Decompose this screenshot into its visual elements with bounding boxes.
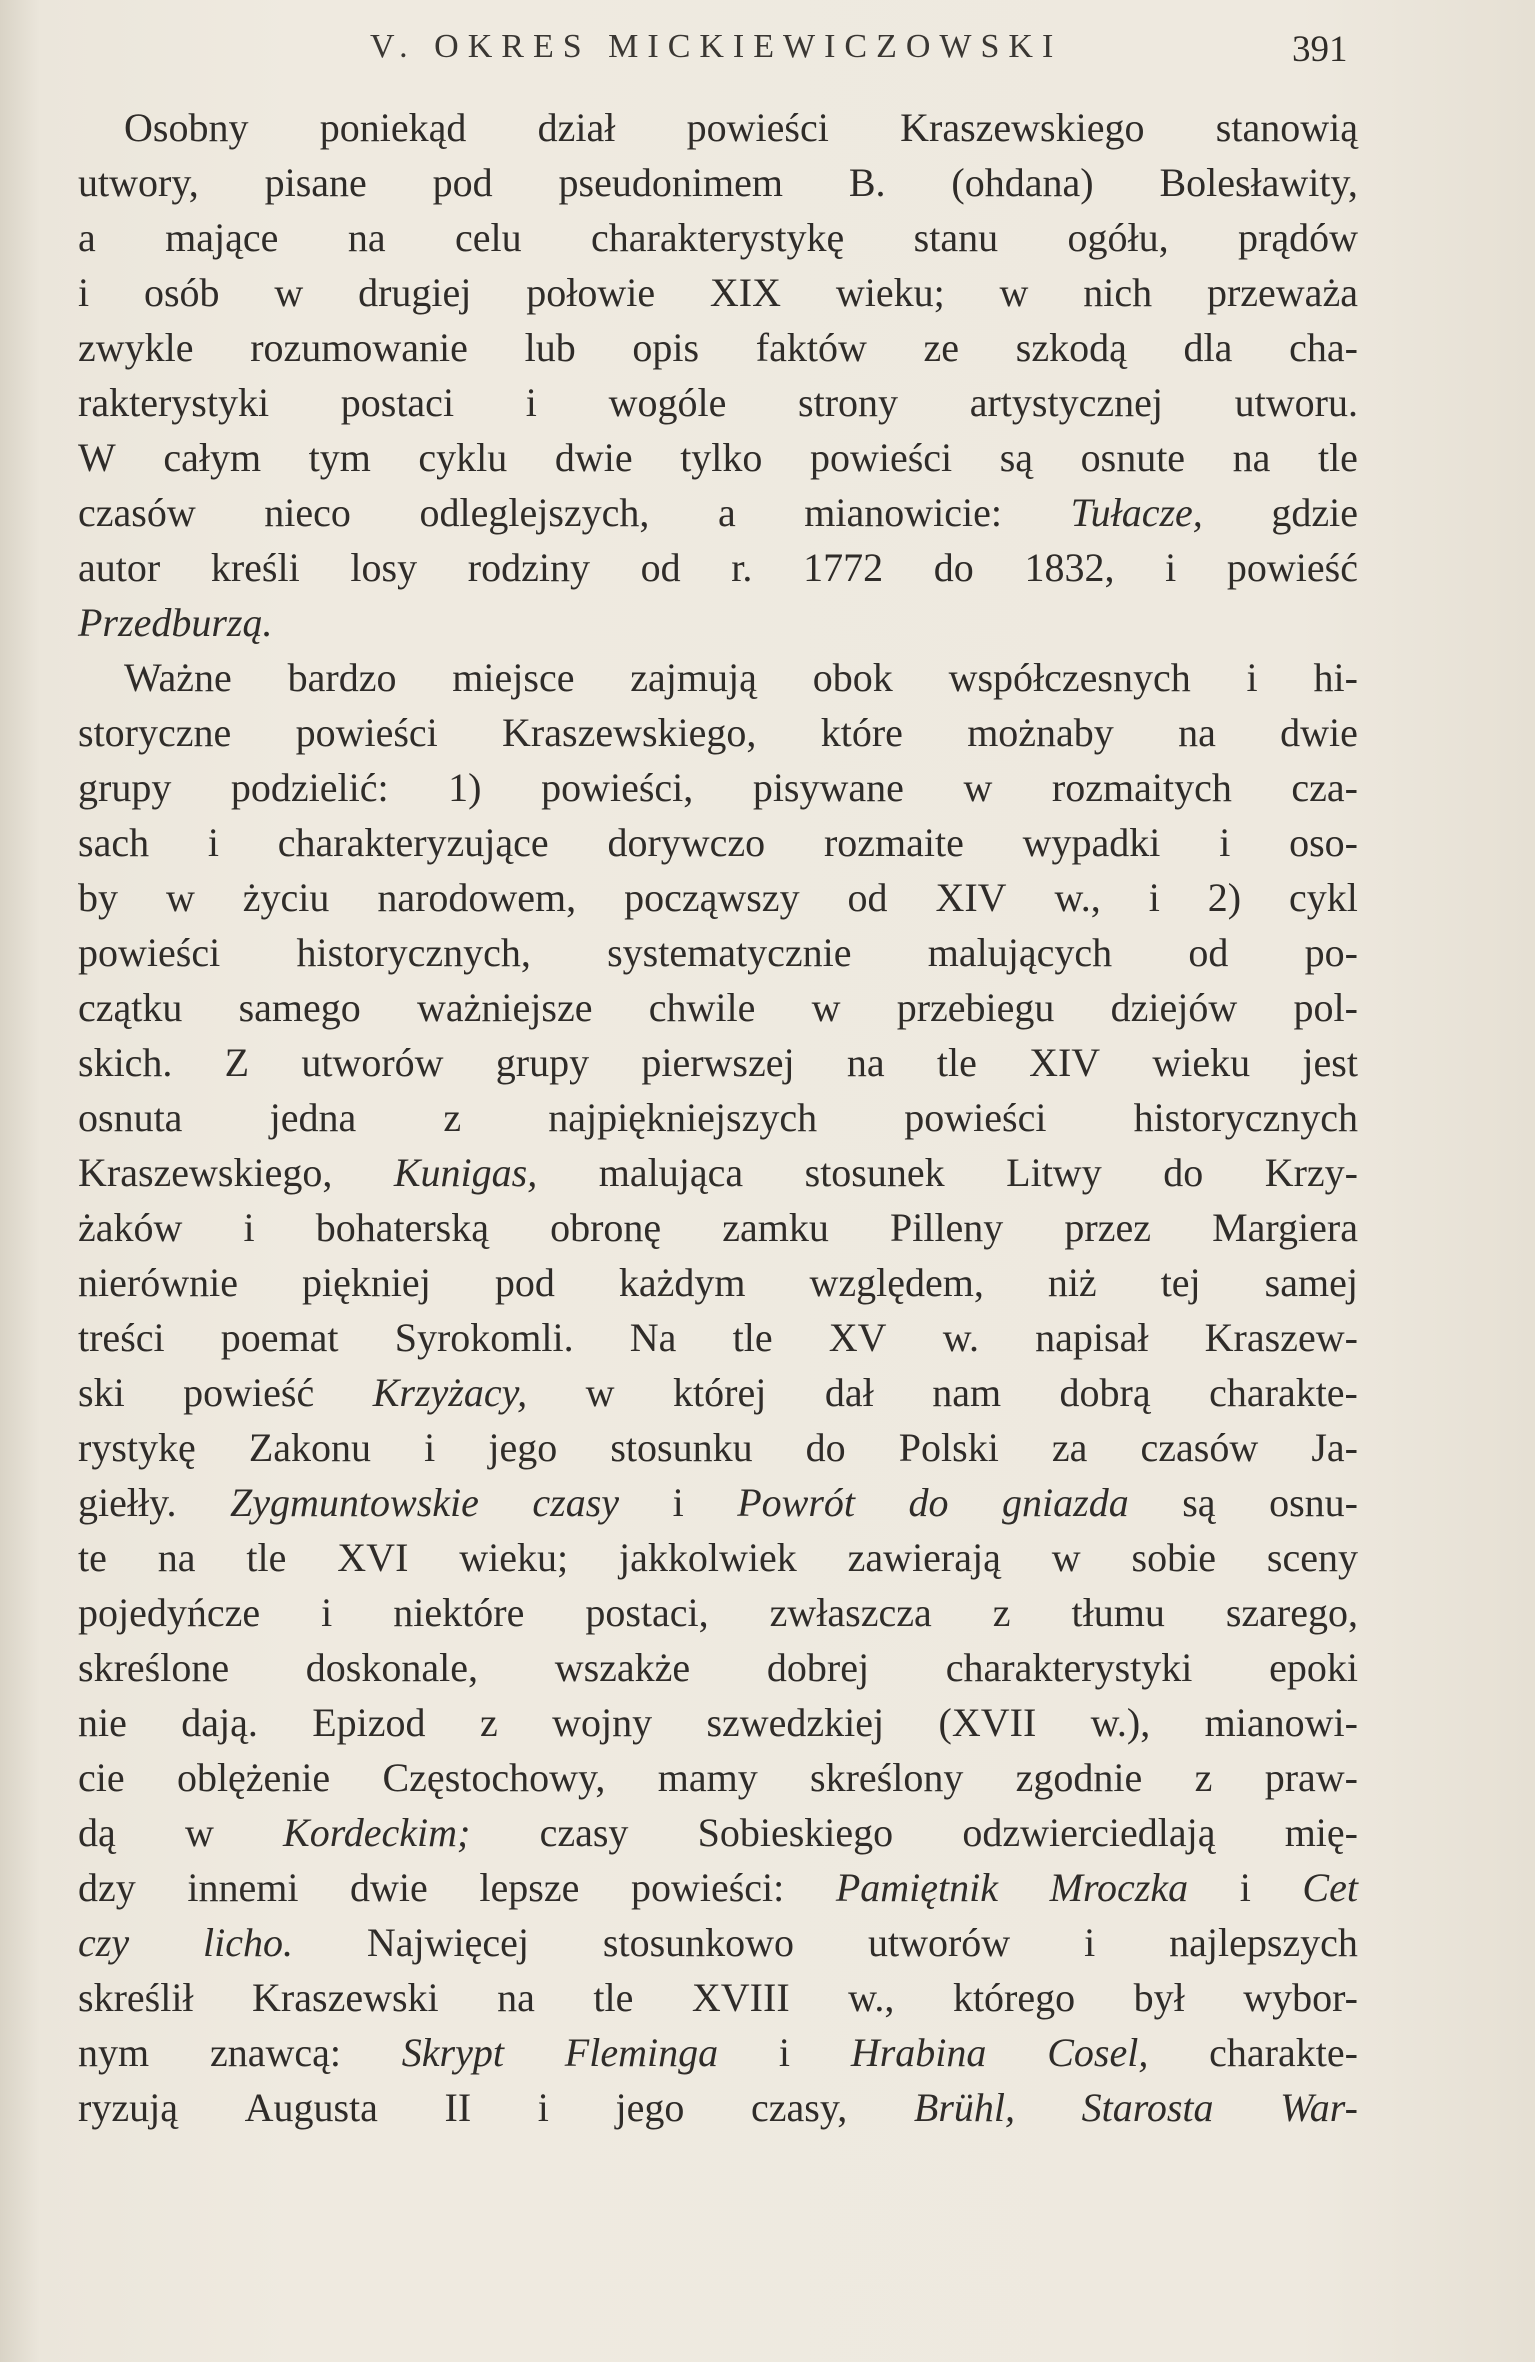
text-line: storyczne powieści Kraszewskiego, które możnaby na dwie [78, 710, 1358, 755]
text-line: W całym tym cyklu dwie tylko powieści są osnute na tle [78, 435, 1358, 480]
text-line: żaków i bohaterską obronę zamku Pilleny przez Margiera [78, 1205, 1358, 1250]
text-line: skich. Z utworów grupy pierwszej na tle XIV wieku jest [78, 1040, 1358, 1085]
text-line: skreślone doskonale, wszakże dobrej charakterystyki epoki [78, 1645, 1358, 1690]
text-line: sach i charakteryzujące dorywczo rozmaite wypadki i oso- [78, 820, 1358, 865]
text-line: ski powieść Krzyżacy, w której dał nam dobrą charakte- [78, 1370, 1358, 1415]
text-line: a mające na celu charakterystykę stanu ogółu, prądów [78, 215, 1358, 260]
page-number: 391 [1292, 29, 1348, 70]
text-line: Ważne bardzo miejsce zajmują obok współczesnych i hi- [124, 655, 1358, 700]
text-line: rystykę Zakonu i jego stosunku do Polski za czasów Ja- [78, 1425, 1358, 1470]
text-body [78, 100, 1358, 2135]
text-line: czątku samego ważniejsze chwile w przebiegu dziejów pol- [78, 985, 1358, 1030]
text-line: utwory, pisane pod pseudonimem B. (ohdana) Bolesławity, [78, 160, 1358, 205]
text-line: te na tle XVI wieku; jakkolwiek zawierają w sobie sceny [78, 1535, 1358, 1580]
text-line: Osobny poniekąd dział powieści Kraszewskiego stanowią [124, 105, 1358, 150]
text-line: by w życiu narodowem, począwszy od XIV w., i 2) cykl [78, 875, 1358, 920]
running-title: V. OKRES MICKIEWICZOWSKI [370, 28, 1063, 65]
text-line: cie oblężenie Częstochowy, mamy skreślony zgodnie z praw- [78, 1755, 1358, 1800]
text-line: i osób w drugiej połowie XIX wieku; w nich przeważa [78, 270, 1358, 315]
text-line: Przed burzą. [78, 600, 273, 645]
text-line: nym znawcą: Skrypt Fleminga i Hrabina Cosel, charakte- [78, 2030, 1358, 2075]
text-line: dzy innemi dwie lepsze powieści: Pamiętnik Mroczka i Cet [78, 1865, 1358, 1910]
text-line: czasów nieco odleglejszych, a mianowicie: Tułacze, gdzie [78, 490, 1358, 535]
page-header [0, 28, 1535, 80]
text-line: nierównie piękniej pod każdym względem, niż tej samej [78, 1260, 1358, 1305]
text-line: skreślił Kraszewski na tle XVIII w., którego był wybor- [78, 1975, 1358, 2020]
text-line: grupy podzielić: 1) powieści, pisywane w rozmaitych cza- [78, 765, 1358, 810]
text-line: giełły. Zygmuntowskie czasy i Powrót do gniazda są osnu- [78, 1480, 1358, 1525]
text-line: powieści historycznych, systematycznie malujących od po- [78, 930, 1358, 975]
text-line: Kraszewskiego, Kunigas, malująca stosunek Litwy do Krzy- [78, 1150, 1358, 1195]
text-line: dą w Kordeckim; czasy Sobieskiego odzwierciedlają mię- [78, 1810, 1358, 1855]
text-line: czy licho. Najwięcej stosunkowo utworów i najlepszych [78, 1920, 1358, 1965]
text-line: osnuta jedna z najpiękniejszych powieści historycznych [78, 1095, 1358, 1140]
text-line: zwykle rozumowanie lub opis faktów ze szkodą dla cha- [78, 325, 1358, 370]
text-line: ryzują Augusta II i jego czasy, Brühl, Starosta War- [78, 2085, 1358, 2130]
text-line: autor kreśli losy rodziny od r. 1772 do 1832, i powieść [78, 545, 1358, 590]
text-line: nie dają. Epizod z wojny szwedzkiej (XVII w.), mianowi- [78, 1700, 1358, 1745]
text-line: rakterystyki postaci i wogóle strony artystycznej utworu. [78, 380, 1358, 425]
text-line: treści poemat Syrokomli. Na tle XV w. napisał Kraszew- [78, 1315, 1358, 1360]
text-line: pojedyńcze i niektóre postaci, zwłaszcza z tłumu szarego, [78, 1590, 1358, 1635]
